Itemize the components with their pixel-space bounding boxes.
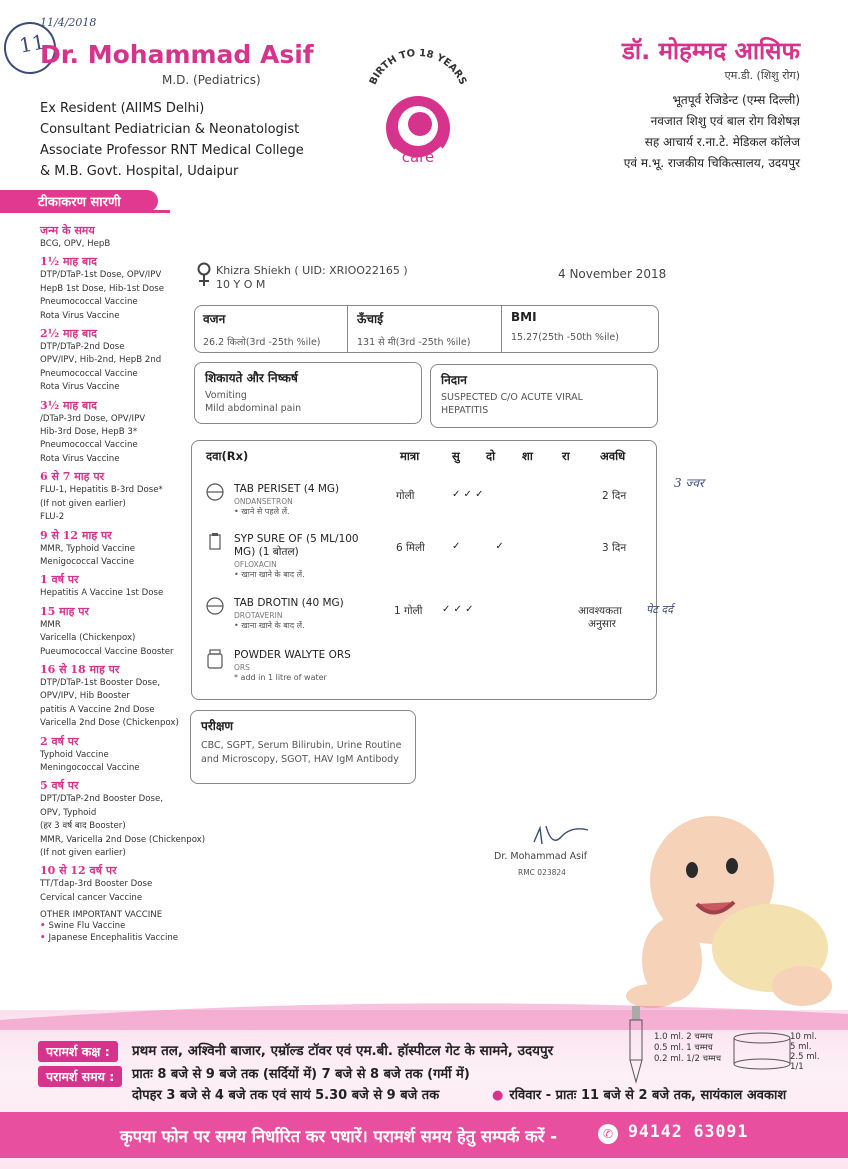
complaints-label: शिकायते और निष्कर्ष	[205, 371, 298, 385]
vaccine-item: BCG, OPV, HepB	[40, 239, 111, 249]
complaint-item: Mild abdominal pain	[205, 403, 302, 414]
vaccine-item: Hepatitis A Vaccine 1st Dose	[40, 588, 164, 599]
scale-line: 0.2 ml. 1/2 चम्मच	[654, 1054, 722, 1064]
vaccine-age-heading: 6 से 7 माह पर	[40, 470, 105, 484]
med-qty: गोली	[396, 490, 415, 502]
vaccine-item: /DTaP-3rd Dose, OPV/IPV	[40, 413, 146, 424]
vaccine-section	[40, 255, 210, 323]
phone-number[interactable]: 94142 63091	[628, 1122, 749, 1141]
vaccine-item: Rota Virus Vaccine	[40, 453, 120, 464]
vaccine-item: Varicella 2nd Dose (Chickenpox)	[40, 718, 179, 729]
dropper-scale	[654, 1032, 721, 1065]
vaccine-item: Meningococcal Vaccine	[40, 762, 140, 773]
vaccine-item: OPV/IPV, Hib Booster	[40, 691, 130, 702]
vaccine-age-heading: 2 वर्ष पर	[40, 734, 79, 748]
med-name: SYP SURE OF (5 ML/100	[234, 533, 359, 545]
height-label: ऊँचाई	[357, 312, 384, 326]
phone-icon: ✆	[598, 1124, 618, 1144]
vaccine-item: patitis A Vaccine 2nd Dose	[40, 704, 155, 715]
syrup-icon	[206, 533, 224, 551]
credential-line-hi: भूतपूर्व रेजिडेन्ट (एम्स दिल्ली)	[672, 93, 800, 107]
credential-line: & M.B. Govt. Hospital, Udaipur	[40, 164, 239, 179]
med-qty: 6 मिली	[396, 542, 425, 554]
signature-reg-number: RMC 023824	[518, 868, 566, 877]
vaccine-item: MMR	[40, 619, 61, 630]
vaccine-item: MMR, Varicella 2nd Dose (Chickenpox)	[40, 834, 206, 845]
tests-label: परीक्षण	[201, 719, 234, 733]
vaccine-section	[40, 779, 210, 860]
care-logo	[358, 40, 478, 170]
clinic-address: प्रथम तल, अश्विनी बाजार, एम्रॉल्ड टॉवर एवं एम.बी. हॉस्पीटल गेट के सामने, उदयपुर	[132, 1043, 554, 1059]
tablet-icon	[206, 597, 224, 615]
bmi-value: 15.27(25th -50th %ile)	[511, 332, 619, 343]
med-name-line2: MG) (1 बोतल)	[234, 546, 299, 558]
timing-label: परामर्श समय :	[38, 1066, 122, 1087]
patient-name: Khizra Shiekh ( UID: XRIOO22165 )	[216, 264, 408, 277]
med-duration-line2: अनुसार	[588, 618, 616, 630]
vaccine-section	[40, 224, 210, 251]
handwritten-note: पेट दर्द	[646, 603, 673, 616]
vaccine-item: Typhoid Vaccine	[40, 749, 109, 760]
complaint-item: Vomiting	[205, 390, 247, 401]
other-vaccine-item	[40, 933, 210, 945]
credential-line: Consultant Pediatrician & Neonatologist	[40, 122, 300, 137]
tests-box	[190, 710, 416, 784]
dose-ticks: ✓ ✓	[452, 541, 504, 552]
bmi-col	[511, 310, 619, 343]
vaccine-table-title: टीकाकरण सारणी	[0, 190, 158, 212]
vaccine-item: FLU-2	[40, 512, 65, 523]
col-noon: दो	[486, 449, 496, 463]
vaccine-section	[40, 399, 210, 467]
dose-ticks: ✓ ✓ ✓	[452, 489, 484, 500]
svg-text:BIRTH TO 18 YEARS	[368, 48, 468, 87]
vaccine-item: TT/Tdap-3rd Booster Dose	[40, 879, 153, 890]
signature-name: Dr. Mohammad Asif	[494, 851, 588, 862]
med-generic: ONDANSETRON	[234, 497, 293, 506]
col-night: रा	[562, 449, 570, 463]
vaccine-item: Pneumococcal Vaccine	[40, 368, 138, 379]
signature-scribble	[532, 820, 592, 850]
med-generic: OFLOXACIN	[234, 560, 277, 569]
dosage-measure-graphic	[620, 1006, 820, 1086]
vaccine-item: Rota Virus Vaccine	[40, 382, 120, 393]
complaints-text	[205, 389, 301, 415]
vaccine-item: FLU-1, Hepatitis B-3rd Dose*	[40, 485, 163, 496]
vaccine-age-heading: 9 से 12 माह पर	[40, 528, 112, 542]
vaccine-item: HepB 1st Dose, Hib-1st Dose	[40, 283, 165, 294]
med-name: TAB PERISET (4 MG)	[234, 483, 340, 495]
med-duration: आवश्यकता	[578, 605, 622, 617]
weight-label: वजन	[203, 312, 226, 326]
bullet-icon: •	[40, 932, 49, 943]
vaccine-item: OPV/IPV, Hib-2nd, HepB 2nd	[40, 355, 162, 366]
med-instruction: • खाना खाने के बाद लें.	[234, 570, 305, 579]
complaints-box	[194, 362, 422, 424]
cup-scale	[790, 1032, 820, 1072]
credential-line: Ex Resident (AIIMS Delhi)	[40, 101, 205, 116]
vaccine-section	[40, 605, 210, 659]
vaccine-section	[40, 735, 210, 776]
timing-afternoon: दोपहर 3 बजे से 4 बजे तक एवं सायं 5.30 बजे से 9 बजे तक	[132, 1088, 440, 1103]
vaccine-item: Pneumococcal Vaccine	[40, 297, 138, 308]
tablet-icon	[206, 483, 224, 501]
vaccine-age-heading: 1½ माह बाद	[40, 255, 98, 269]
diagnosis-box	[430, 364, 658, 428]
vaccine-schedule	[40, 222, 210, 944]
col-qty: मात्रा	[400, 449, 420, 463]
other-vaccine-title: OTHER IMPORTANT VACCINE	[40, 910, 163, 921]
med-name: TAB DROTIN (40 MG)	[234, 597, 344, 609]
vaccine-item: OPV, Typhoid	[40, 807, 97, 818]
vaccine-item: Rota Virus Vaccine	[40, 310, 120, 321]
rx-label: दवा(Rx)	[206, 449, 249, 463]
vaccine-age-heading: 2½ माह बाद	[40, 327, 98, 341]
contact-message: कृपया फोन पर समय निर्धारित कर पधारें। परामर्श समय हेतु सम्पर्क करें -	[120, 1127, 558, 1146]
height-value: 131 से मी(3rd -25th %ile)	[357, 337, 471, 348]
med-generic: ORS	[234, 663, 250, 672]
med-instruction: * add in 1 litre of water	[234, 673, 327, 682]
handwritten-date: 11/4/2018	[40, 16, 97, 29]
vaccine-item: Varicella (Chickenpox)	[40, 633, 136, 644]
med-duration: 3 दिन	[602, 542, 627, 554]
vaccine-item: Pueumococcal Vaccine Booster	[40, 646, 174, 657]
col-morning: सु	[452, 449, 460, 463]
med-instruction: • खाने से पहले लें.	[234, 507, 290, 516]
vaccine-age-heading: 16 से 18 माह पर	[40, 662, 120, 676]
vaccine-item: (If not given earlier)	[40, 848, 126, 858]
credential-line-hi: एवं म.भू. राजकीय चिकित्सालय, उदयपुर	[623, 156, 800, 170]
vaccine-item: DPT/DTaP-2nd Booster Dose,	[40, 794, 164, 805]
scale-line: 10 ml.	[790, 1032, 817, 1042]
doctor-degree-hindi: एम.डी. (शिशु रोग)	[724, 69, 800, 82]
vitals-box	[194, 305, 659, 353]
vaccine-age-heading: 15 माह पर	[40, 604, 89, 618]
med-generic: DROTAVERIN	[234, 611, 283, 620]
vaccine-item: Hib-3rd Dose, HepB 3*	[40, 427, 138, 438]
diagnosis-label: निदान	[441, 373, 467, 387]
vaccine-item: DTP/DTaP-1st Booster Dose,	[40, 677, 160, 688]
vaccine-age-heading: 10 से 12 वर्ष पर	[40, 864, 117, 878]
handwritten-note: 3 ज्वर	[674, 476, 704, 490]
vaccine-age-heading: 1 वर्ष पर	[40, 573, 79, 587]
credential-line: Associate Professor RNT Medical College	[40, 143, 304, 158]
doctor-name-hindi: डॉ. मोहम्मद आसिफ	[622, 37, 800, 65]
vaccine-item: (हर 3 वर्ष बाद Booster)	[40, 821, 126, 832]
other-vaccine-text: Japanese Encephalitis Vaccine	[48, 932, 179, 943]
dose-ticks: ✓ ✓ ✓	[442, 604, 474, 615]
col-evening: शा	[522, 449, 533, 463]
scale-line: 1/1	[790, 1062, 804, 1072]
col-duration: अवधि	[600, 449, 626, 463]
credentials-hindi	[624, 90, 800, 174]
patient-age: 10 Y O M	[216, 278, 266, 291]
vitals-divider	[347, 306, 348, 352]
vaccine-age-heading: 3½ माह बाद	[40, 398, 98, 412]
vaccine-section	[40, 470, 210, 524]
vaccine-item: (If not given earlier)	[40, 498, 126, 509]
visit-date: 4 November 2018	[558, 267, 667, 281]
vaccine-age-heading: जन्म के समय	[40, 224, 95, 237]
credential-line-hi: नवजात शिशु एवं बाल रोग विशेषज्ञ	[650, 114, 800, 128]
med-name: POWDER WALYTE ORS	[234, 649, 351, 661]
tests-text: CBC, SGPT, Serum Bilirubin, Urine Routine and Microscopy, SGOT, HAV IgM Antibody	[201, 740, 402, 765]
vaccine-section	[40, 573, 210, 600]
doctor-name-english: Dr. Mohammad Asif	[40, 40, 314, 69]
vaccine-item: DTP/DTaP-2nd Dose	[40, 342, 125, 353]
address-label: परामर्श कक्ष :	[38, 1041, 118, 1062]
vaccine-section	[40, 327, 210, 395]
med-qty: 1 गोली	[394, 605, 423, 617]
scale-line: 5 ml.	[790, 1042, 812, 1052]
med-instruction: • खाना खाने के बाद लें.	[234, 621, 305, 630]
timing-sunday: ● रविवार - प्रातः 11 बजे से 2 बजे तक, सायंकाल अवकाश	[492, 1085, 786, 1103]
bullet-icon: •	[40, 921, 49, 932]
weight-value: 26.2 किलो(3rd -25th %ile)	[203, 337, 321, 348]
vaccine-section	[40, 663, 210, 731]
scale-line: 0.5 ml. 1 चम्मच	[654, 1043, 713, 1053]
med-duration: 2 दिन	[602, 490, 627, 502]
vaccine-section	[40, 864, 210, 905]
powder-icon	[206, 649, 224, 667]
vaccine-item: Cervical cancer Vaccine	[40, 892, 143, 903]
other-vaccine-item	[40, 921, 210, 933]
vaccine-item: MMR, Typhoid Vaccine	[40, 543, 136, 554]
diagnosis-text: SUSPECTED C/O ACUTE VIRAL HEPATITIS	[441, 392, 583, 416]
credential-line-hi: सह आचार्य र.ना.टे. मेडिकल कॉलेज	[644, 135, 800, 149]
height-col	[357, 310, 470, 348]
logo-word: care	[401, 148, 435, 166]
female-icon	[196, 262, 212, 290]
vitals-divider	[501, 306, 502, 352]
vaccine-item: DTP/DTaP-1st Dose, OPV/IPV	[40, 270, 162, 281]
doctor-degree-english: M.D. (Pediatrics)	[162, 73, 261, 87]
scale-line: 1.0 ml. 2 चम्मच	[654, 1032, 713, 1042]
weight-col	[203, 310, 321, 348]
scale-line: 2.5 ml.	[790, 1052, 820, 1062]
bmi-label: BMI	[511, 310, 537, 324]
vaccine-item: Pneumococcal Vaccine	[40, 440, 138, 451]
logo-arc-text: BIRTH TO 18 YEARS	[367, 47, 469, 87]
other-vaccine-text: Swine Flu Vaccine	[48, 921, 126, 932]
timing-morning: प्रातः 8 बजे से 9 बजे तक (सर्दियों में) 7 बजे से 8 बजे तक (गर्मी में)	[132, 1067, 470, 1082]
vaccine-item: Menigococcal Vaccine	[40, 556, 135, 567]
prescription-box	[191, 440, 657, 700]
baby-illustration	[592, 800, 842, 1010]
handwritten-circle-mark: 11	[0, 18, 60, 78]
vaccine-age-heading: 5 वर्ष पर	[40, 779, 79, 793]
credentials-english	[40, 98, 304, 182]
vaccine-section	[40, 529, 210, 570]
